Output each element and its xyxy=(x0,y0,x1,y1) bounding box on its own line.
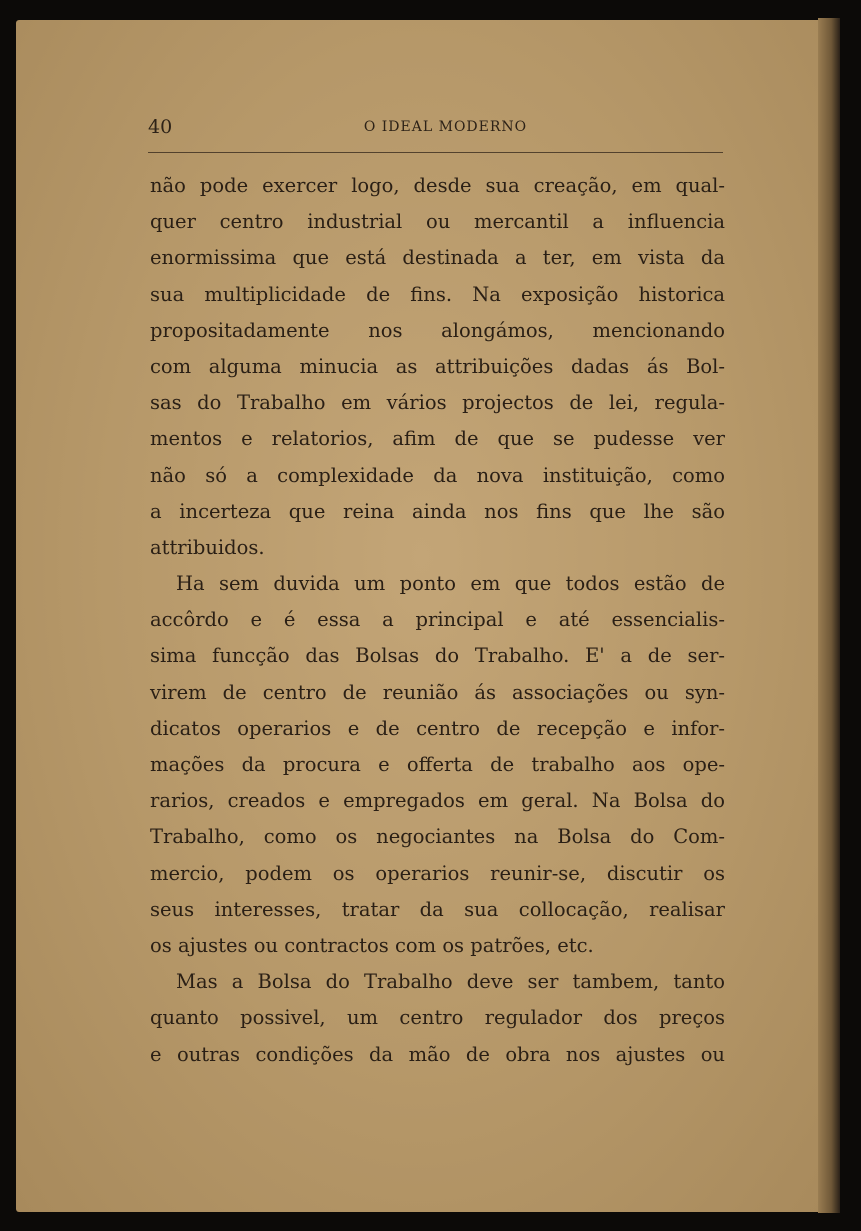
page-edge xyxy=(818,18,840,1213)
text-line: seus interesses, tratar da sua collocação, realisar xyxy=(150,897,725,921)
text-line: propositadamente nos alongámos, mencionando xyxy=(150,318,725,342)
text-line: e outras condições da mão de obra nos ajustes ou xyxy=(150,1042,725,1066)
text-line: sas do Trabalho em vários projectos de lei, regula- xyxy=(150,391,725,415)
text-line: mercio, podem os operarios reunir-se, discutir os xyxy=(150,861,725,885)
text-line: a incerteza que reina ainda nos fins que lhe são xyxy=(150,499,725,523)
text-line: attribuidos. xyxy=(150,535,265,559)
header-rule xyxy=(148,152,723,153)
text-line: sua multiplicidade de fins. Na exposição historica xyxy=(150,282,725,306)
text-line: mentos e relatorios, afim de que se pudesse ver xyxy=(150,427,725,451)
text-line: mações da procura e offerta de trabalho aos ope- xyxy=(150,753,725,776)
text-line: rarios, creados e empregados em geral. Na Bolsa do xyxy=(150,789,725,813)
text-line: Mas a Bolsa do Trabalho deve ser tambem, tanto xyxy=(176,970,725,994)
text-line: accôrdo e é essa a principal e até essencialis- xyxy=(150,608,725,632)
body-text xyxy=(150,168,725,1073)
text-line: quanto possivel, um centro regulador dos preços xyxy=(150,1006,725,1030)
text-line: Ha sem duvida um ponto em que todos estão de xyxy=(176,572,725,596)
text-line: enormissima que está destinada a ter, em vista da xyxy=(150,246,725,270)
running-title: O IDEAL MODERNO xyxy=(363,119,528,135)
page-header xyxy=(148,116,723,140)
text-line: não pode exercer logo, desde sua creação, em qual- xyxy=(150,174,725,197)
text-line: dicatos operarios e de centro de recepção e infor- xyxy=(150,716,725,740)
page-number: 40 xyxy=(148,116,173,138)
text-line: Trabalho, como os negociantes na Bolsa do Com- xyxy=(150,825,725,849)
text-line: os ajustes ou contractos com os patrões, etc. xyxy=(150,933,594,957)
text-line: sima funcção das Bolsas do Trabalho. E' a de ser- xyxy=(150,644,725,668)
text-line: com alguma minucia as attribuições dadas ás Bol- xyxy=(150,354,725,378)
text-line: não só a complexidade da nova instituição, como xyxy=(150,463,725,487)
text-line: virem de centro de reunião ás associações ou syn- xyxy=(150,680,725,704)
text-line: quer centro industrial ou mercantil a influencia xyxy=(150,210,725,234)
